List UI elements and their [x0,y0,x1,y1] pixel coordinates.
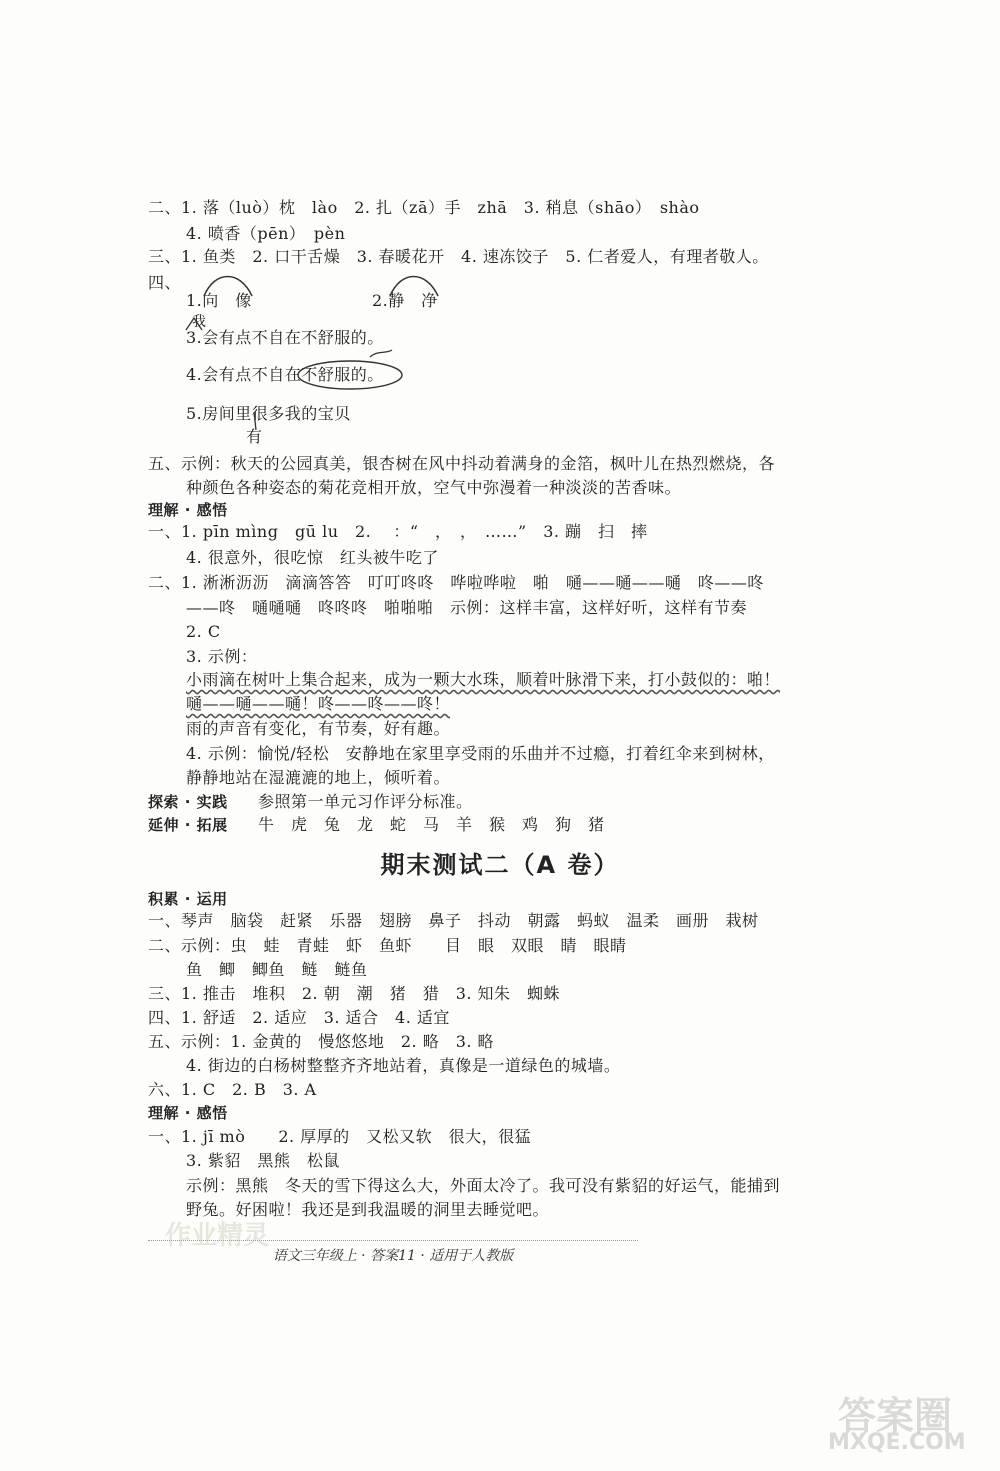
answer-line: 5.房间里很多我的宝贝 [186,404,351,423]
answer-line: 二、1. 落（luò）枕 lào 2. 扎（zā）手 zhā 3. 稍息（shāo） shào [148,198,700,217]
watermark-url: MXQE.COM [828,1430,966,1455]
watermark-logo: 答案圈 [838,1394,953,1438]
answer-line: 雨的声音有变化，有节奏，好有趣。 [186,719,451,738]
insert-caret [254,412,256,430]
answer-line: 鱼 鲫 鲫鱼 鲢 鲢鱼 [186,960,368,979]
answer-line: 野兔。好困啦！我还是到我温暖的洞里去睡觉吧。 [186,1200,550,1219]
page-footer: 语文三年级上 · 答案11 · 适用于人教版 [148,1240,638,1265]
answer-line: 一、琴声 脑袋 赶紧 乐器 翅膀 鼻子 抖动 朝露 蚂蚁 温柔 画册 栽树 [148,911,759,930]
insert-mark-text: 我 [192,314,207,330]
answer-line: 种颜色各种姿态的菊花竞相开放，空气中弥漫着一种淡淡的苦香味。 [186,478,682,497]
answer-line: 一、1. jī mò 2. 厚厚的 又松又软 很大，很猛 [148,1127,532,1146]
answer-line: 四、1. 舒适 2. 适应 3. 适合 4. 适宜 [148,1008,450,1027]
answer-line: 4. 示例：愉悦/轻松 安静地在家里享受雨的乐曲并不过瘾，打着红伞来到树林， [186,744,775,763]
answer-line: 五、示例：1. 金黄的 慢悠悠地 2. 略 3. 略 [148,1032,495,1051]
answer-line: 小雨滴在树叶上集合起来，成为一颗大水珠，顺着叶脉滑下来，打小鼓似的：啪！ [186,670,781,689]
answer-line: 示例：黑熊 冬天的雪下得这么大，外面太冷了。我可没有紫貂的好运气，能捕到 [186,1176,781,1195]
insert-mark-text: 有 [246,427,263,446]
answer-line: 4. 很意外，很吃惊 红头被牛吃了 [186,548,439,567]
section-heading: 理解 · 感悟 [148,501,228,519]
answer-line: 牛 虎 兔 龙 蛇 马 羊 猴 鸡 狗 猪 [258,815,605,834]
answer-line: ——咚 嗵嗵嗵 咚咚咚 啪啪啪 示例：这样丰富，这样好听，这样有节奏 [186,598,748,617]
section-heading: 探索 · 实践 [148,793,228,811]
answer-line: 4. 街边的白杨树整整齐齐地站着，真像是一道绿色的城墙。 [186,1056,621,1075]
answer-line: 静静地站在湿漉漉的地上，倾听着。 [186,768,451,787]
answer-line: 4.会有点不自在不舒服的。 [186,365,384,384]
watermark-logo: 作业精灵 [165,1221,270,1251]
section-heading: 延伸 · 拓展 [148,816,228,834]
answer-line: 一、1. pīn mìng gū lu 2. ：“ ， ， ……” 3. 蹦 扫 摔 [148,522,648,541]
section-heading: 理解 · 感悟 [148,1104,228,1122]
section-label: 四、 [148,273,182,292]
answer-line: 2. C [186,622,221,641]
circle-mark [298,361,402,389]
insert-caret [186,318,202,330]
answer-line: 六、1. C 2. B 3. A [148,1080,317,1099]
answer-line: 1.向 像 [186,291,252,310]
answer-line: 三、1. 鱼类 2. 口干舌燥 3. 春暖花开 4. 速冻饺子 5. 仁者爱人，有理者敬人。 [148,247,769,266]
answer-line: 3. 示例： [186,647,258,666]
section-heading: 积累 · 运用 [148,890,228,908]
answer-line: 嗵——嗵——嗵！咚——咚——咚！ [186,694,451,713]
answer-line: 二、示例：虫 蛙 青蛙 虾 鱼虾 目 眼 双眼 睛 眼睛 [148,936,627,955]
answer-line: 3. 紫貂 黑熊 松鼠 [186,1151,340,1170]
answer-line: 三、1. 推击 堆积 2. 朝 潮 猪 猎 3. 知朱 蜘蛛 [148,984,561,1003]
answer-line: 五、示例：秋天的公园真美，银杏树在风中抖动着满身的金箔，枫叶儿在热烈燃烧，各 [148,454,776,473]
answer-line: 3.会有点不自在不舒服的。 [186,328,384,347]
squiggle-mark [370,350,392,357]
answer-line: 二、1. 淅淅沥沥 滴滴答答 叮叮咚咚 哗啦哗啦 啪 嗵——嗵——嗵 咚——咚 [148,573,764,592]
answer-line: 参照第一单元习作评分标准。 [258,792,473,811]
page-title: 期末测试二（A 卷） [380,851,620,879]
swap-arc [390,277,438,297]
answer-line: 4. 喷香（pēn） pèn [186,224,346,243]
swap-arc [204,277,252,297]
answer-line: 2.静 净 [372,291,438,310]
